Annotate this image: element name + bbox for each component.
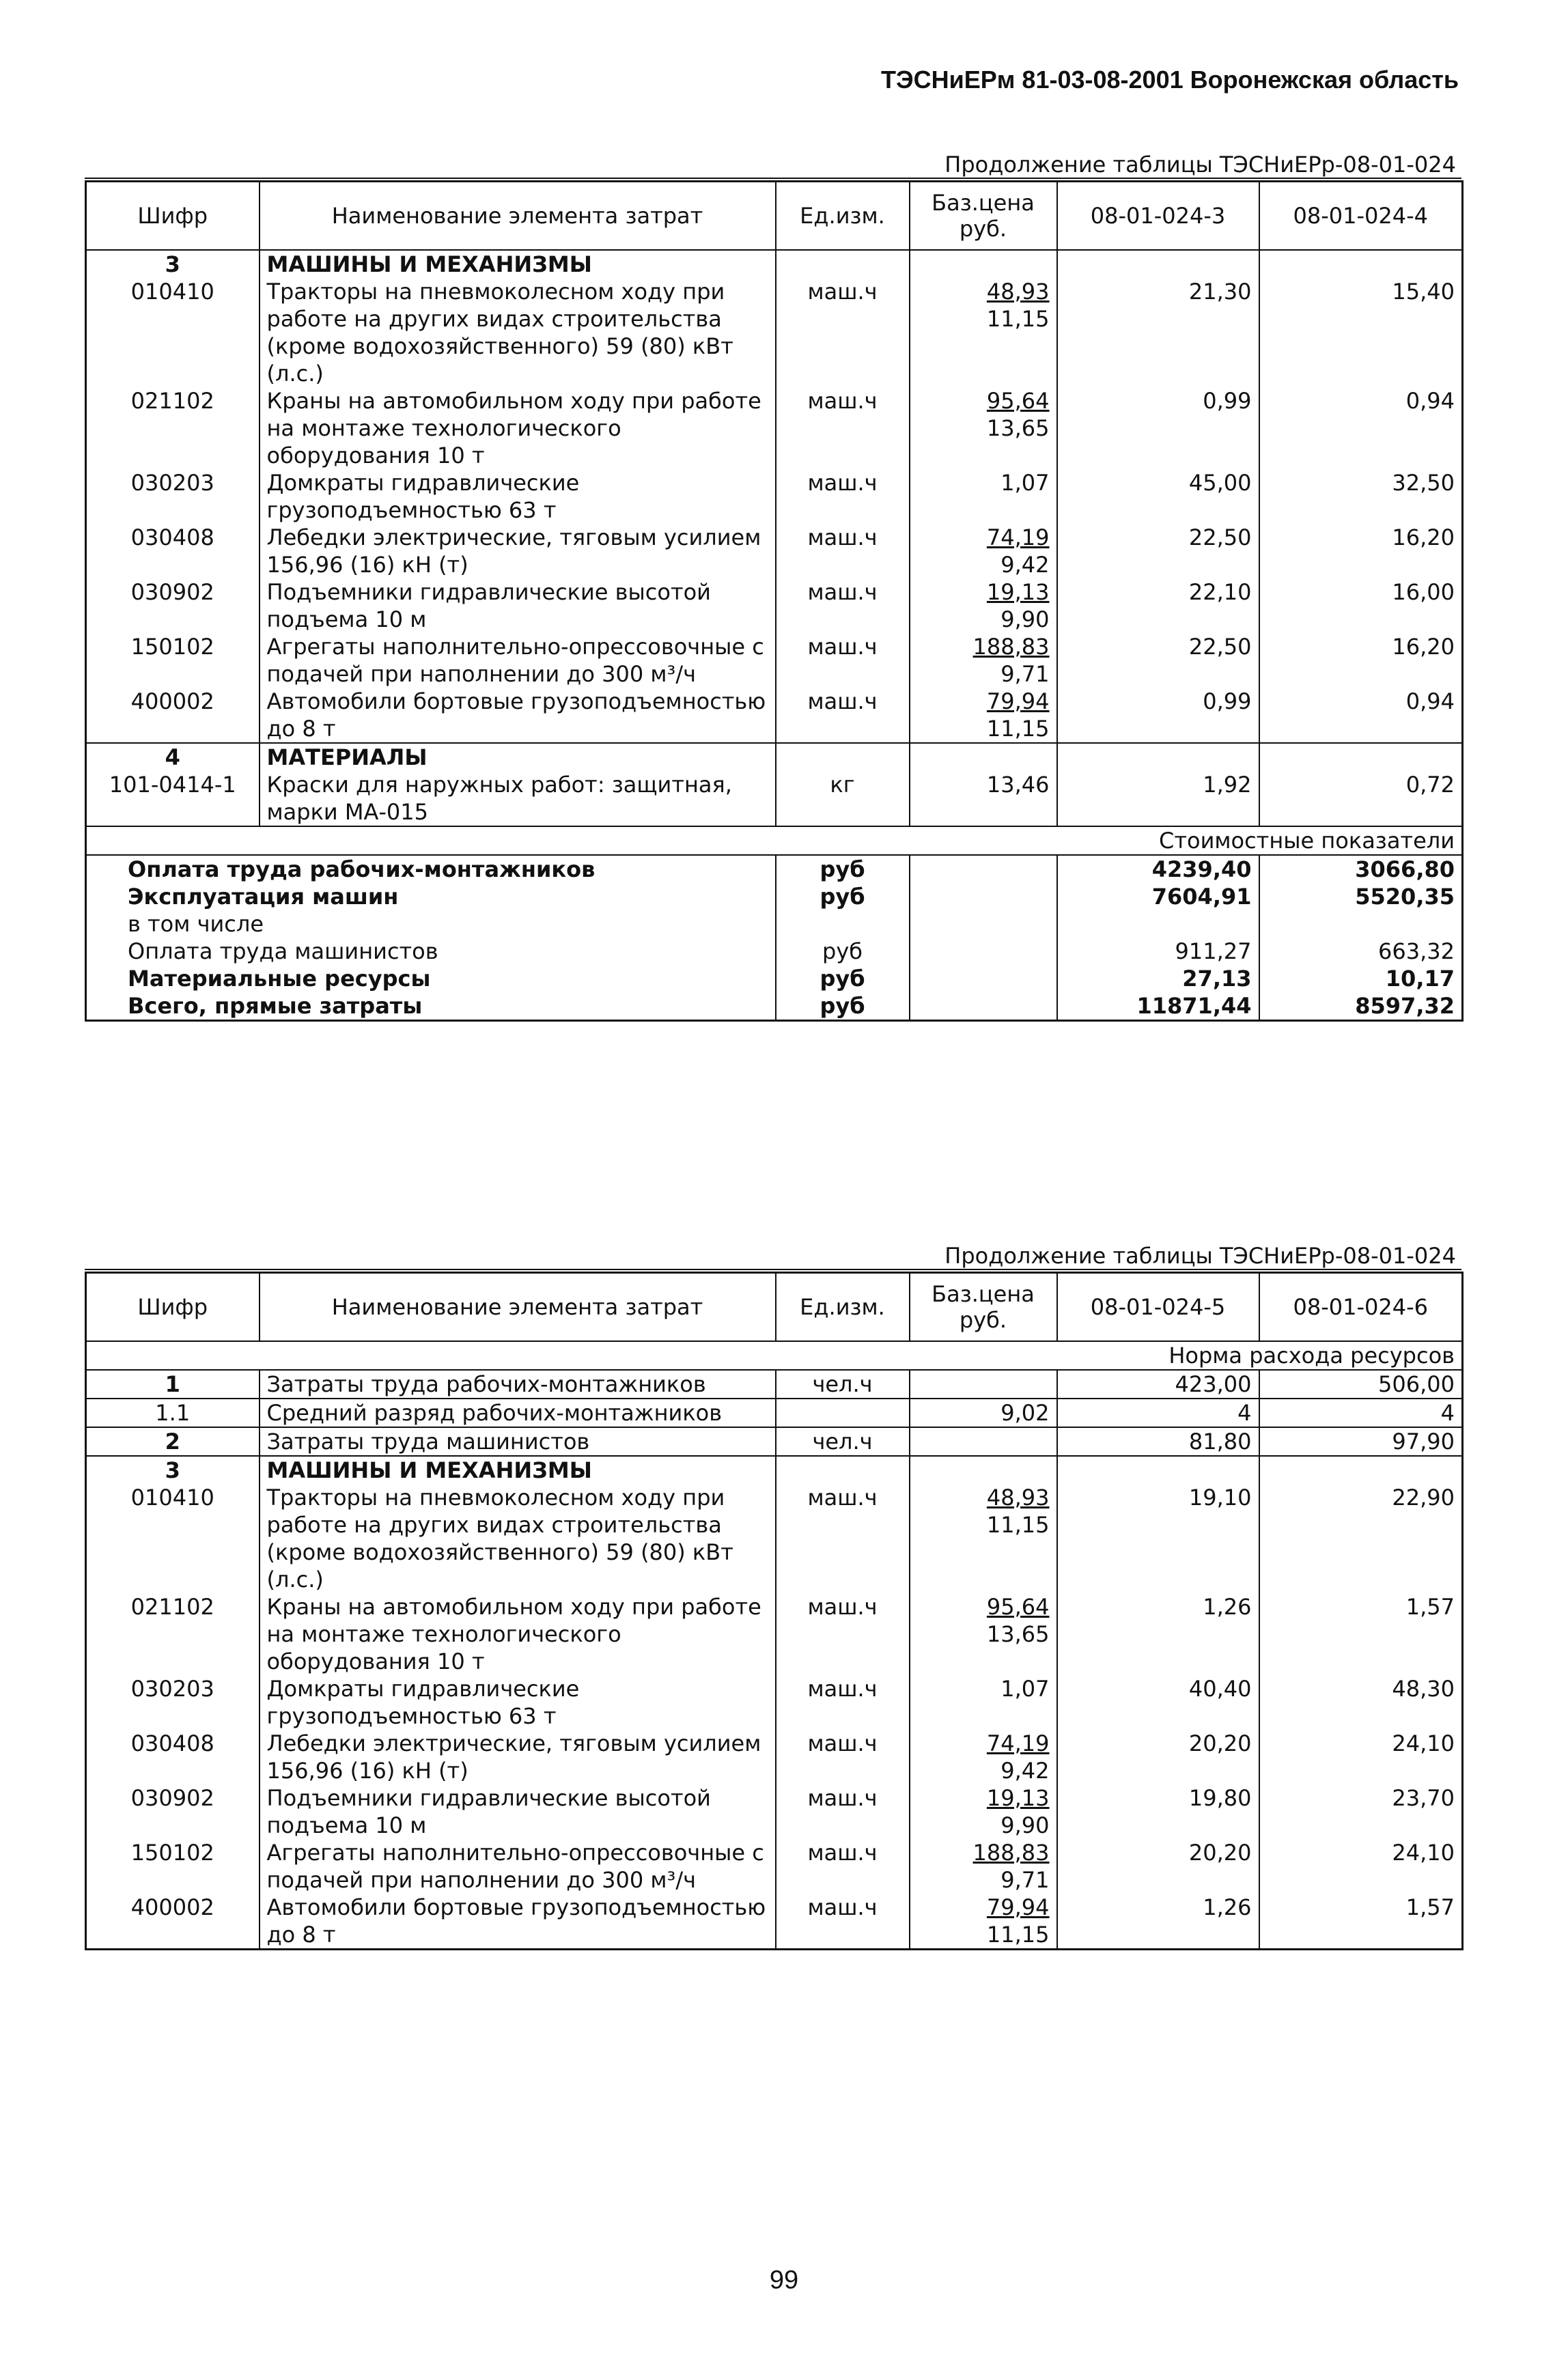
resource-code: 030408 bbox=[130, 1730, 214, 1756]
empty-cell bbox=[1057, 743, 1259, 771]
summary-name: Материальные ресурсы bbox=[128, 966, 431, 992]
norm-value: 22,50 bbox=[1057, 524, 1259, 578]
resource-name: Затраты труда машинистов bbox=[260, 1427, 776, 1456]
indicator-label: Стоимостные показатели bbox=[1159, 828, 1455, 854]
price-cell bbox=[910, 524, 1057, 578]
summary-value: 663,32 bbox=[1259, 938, 1463, 965]
price-value: 13,46 bbox=[910, 771, 1057, 826]
empty-cell bbox=[910, 965, 1057, 992]
column-header-unit: Ед.изм. bbox=[776, 182, 910, 251]
resource-unit: маш.ч bbox=[776, 1730, 910, 1784]
summary-unit: руб bbox=[776, 965, 910, 992]
resource-name: Лебедки электрические, тяговым усилием 156,96 (16) кН (т) bbox=[260, 1730, 776, 1784]
norm-value: 1,26 bbox=[1057, 1894, 1259, 1950]
price-value: 1,07 bbox=[1000, 1676, 1050, 1702]
price-cell bbox=[910, 278, 1057, 387]
summary-value bbox=[1259, 910, 1463, 938]
section-row bbox=[86, 743, 1463, 771]
column-header-norm-3: 08-01-024-3 bbox=[1057, 182, 1259, 251]
price-value: 48,93 bbox=[986, 279, 1050, 305]
price-cell bbox=[910, 633, 1057, 688]
column-header-name: Наименование элемента затрат bbox=[260, 1273, 776, 1342]
price-value: 19,13 bbox=[986, 579, 1050, 605]
column-header-price: Баз.цена руб. bbox=[910, 182, 1057, 251]
empty-cell bbox=[776, 1456, 910, 1484]
resource-code: 1.1 bbox=[155, 1400, 191, 1426]
summary-unit: руб bbox=[776, 992, 910, 1021]
resource-name: Автомобили бортовые грузоподъемностью до 8 т bbox=[260, 688, 776, 743]
label-row bbox=[86, 1341, 1463, 1370]
resource-name: Тракторы на пневмоколесном ходу при работе на других видах строительства (кроме водохозяйственного) 59 (80) кВт (л.с.) bbox=[260, 1484, 776, 1593]
norm-value: 16,00 bbox=[1259, 578, 1463, 633]
summary-value: 4239,40 bbox=[1057, 855, 1259, 883]
summary-name: Оплата труда рабочих-монтажников bbox=[128, 856, 596, 882]
price-labor-value: 9,90 bbox=[1000, 1812, 1050, 1838]
price-value bbox=[910, 1427, 1057, 1456]
resource-name: Тракторы на пневмоколесном ходу при работе на других видах строительства (кроме водохозяйственного) 59 (80) кВт (л.с.) bbox=[260, 278, 776, 387]
section-title: МАШИНЫ И МЕХАНИЗМЫ bbox=[260, 1456, 776, 1484]
column-header-code: Шифр bbox=[137, 1294, 208, 1320]
summary-unit: руб bbox=[776, 855, 910, 883]
document-header: ТЭСНиЕРм 81-03-08-2001 Воронежская область bbox=[881, 66, 1459, 94]
resource-unit: маш.ч bbox=[776, 469, 910, 524]
summary-row bbox=[86, 938, 1463, 965]
section-row bbox=[86, 1456, 1463, 1484]
table-continuation-label: Продолжение таблицы ТЭСНиЕРр-08-01-024 bbox=[85, 152, 1461, 179]
summary-row bbox=[86, 992, 1463, 1021]
price-value: 79,94 bbox=[986, 688, 1050, 714]
resource-code: 010410 bbox=[130, 1485, 214, 1511]
resource-code: 030203 bbox=[130, 1676, 214, 1702]
resource-name: Домкраты гидравлические грузоподъемностью 63 т bbox=[260, 469, 776, 524]
table-row bbox=[86, 1784, 1463, 1839]
summary-name: Всего, прямые затраты bbox=[128, 993, 423, 1019]
price-value bbox=[910, 1370, 1057, 1399]
empty-cell bbox=[1259, 743, 1463, 771]
price-labor-value: 13,65 bbox=[986, 415, 1050, 441]
column-header-price: Баз.цена руб. bbox=[910, 1273, 1057, 1342]
resource-code: 101-0414-1 bbox=[109, 772, 236, 798]
norm-value: 506,00 bbox=[1259, 1370, 1463, 1399]
norm-value: 4 bbox=[1259, 1399, 1463, 1427]
resource-code: 2 bbox=[165, 1429, 180, 1455]
price-cell bbox=[910, 1484, 1057, 1593]
section-title: МАШИНЫ И МЕХАНИЗМЫ bbox=[260, 250, 776, 278]
page-number: 99 bbox=[769, 2266, 799, 2294]
resource-unit: чел.ч bbox=[776, 1370, 910, 1399]
empty-cell bbox=[776, 250, 910, 278]
resource-code: 400002 bbox=[130, 1894, 214, 1920]
column-header-norm-6: 08-01-024-6 bbox=[1259, 1273, 1463, 1342]
norm-value: 0,94 bbox=[1259, 387, 1463, 469]
table-continuation-label: Продолжение таблицы ТЭСНиЕРр-08-01-024 bbox=[85, 1243, 1461, 1270]
price-cell bbox=[910, 578, 1057, 633]
empty-cell bbox=[910, 855, 1057, 883]
summary-row bbox=[86, 965, 1463, 992]
summary-value: 911,27 bbox=[1057, 938, 1259, 965]
table-row bbox=[86, 1593, 1463, 1675]
resource-name: Краски для наружных работ: защитная, марки МА-015 bbox=[260, 771, 776, 826]
table-row bbox=[86, 1484, 1463, 1593]
price-labor-value: 9,71 bbox=[1000, 1867, 1050, 1893]
column-header-code: Шифр bbox=[137, 203, 208, 229]
table-row bbox=[86, 278, 1463, 387]
summary-value: 11871,44 bbox=[1057, 992, 1259, 1021]
price-cell bbox=[910, 1784, 1057, 1839]
norm-value: 24,10 bbox=[1259, 1839, 1463, 1894]
table-row bbox=[86, 1370, 1463, 1399]
resource-unit: маш.ч bbox=[776, 1484, 910, 1593]
resource-unit: маш.ч bbox=[776, 1839, 910, 1894]
resource-unit: маш.ч bbox=[776, 578, 910, 633]
resource-unit: маш.ч bbox=[776, 1593, 910, 1675]
summary-row bbox=[86, 855, 1463, 883]
empty-cell bbox=[910, 992, 1057, 1021]
resource-code: 150102 bbox=[130, 1840, 214, 1866]
price-cell bbox=[910, 469, 1057, 524]
price-cell bbox=[910, 1730, 1057, 1784]
price-labor-value: 9,42 bbox=[1000, 1758, 1050, 1784]
summary-value: 10,17 bbox=[1259, 965, 1463, 992]
resource-unit: кг bbox=[776, 771, 910, 826]
norm-value: 24,10 bbox=[1259, 1730, 1463, 1784]
empty-cell bbox=[910, 250, 1057, 278]
empty-cell bbox=[910, 743, 1057, 771]
section-title: МАТЕРИАЛЫ bbox=[260, 743, 776, 771]
price-labor-value: 11,15 bbox=[986, 1922, 1050, 1948]
price-labor-value: 13,65 bbox=[986, 1621, 1050, 1647]
empty-cell bbox=[1057, 1456, 1259, 1484]
summary-row bbox=[86, 883, 1463, 910]
summary-value: 27,13 bbox=[1057, 965, 1259, 992]
column-header-norm-4: 08-01-024-4 bbox=[1259, 182, 1463, 251]
table-row bbox=[86, 771, 1463, 826]
resource-code: 1 bbox=[165, 1371, 180, 1397]
price-value: 1,07 bbox=[1000, 470, 1050, 496]
column-header-name: Наименование элемента затрат bbox=[260, 182, 776, 251]
resource-unit: маш.ч bbox=[776, 1784, 910, 1839]
resource-code: 030902 bbox=[130, 579, 214, 605]
resource-code: 010410 bbox=[130, 279, 214, 305]
summary-value: 3066,80 bbox=[1259, 855, 1463, 883]
column-header-unit: Ед.изм. bbox=[776, 1273, 910, 1342]
resource-name: Агрегаты наполнительно-опрессовочные с подачей при наполнении до 300 м³/ч bbox=[260, 1839, 776, 1894]
table-row bbox=[86, 387, 1463, 469]
resource-code: 030902 bbox=[130, 1785, 214, 1811]
norm-value: 45,00 bbox=[1057, 469, 1259, 524]
price-value: 95,64 bbox=[986, 388, 1050, 414]
norm-value: 40,40 bbox=[1057, 1675, 1259, 1730]
resource-unit: маш.ч bbox=[776, 633, 910, 688]
norm-value: 0,94 bbox=[1259, 688, 1463, 743]
price-value: 79,94 bbox=[986, 1894, 1050, 1920]
price-value: 19,13 bbox=[986, 1785, 1050, 1811]
price-cell bbox=[910, 1675, 1057, 1730]
resource-unit: маш.ч bbox=[776, 524, 910, 578]
norm-value: 1,26 bbox=[1057, 1593, 1259, 1675]
price-labor-value: 11,15 bbox=[986, 306, 1050, 332]
resource-name: Затраты труда рабочих-монтажников bbox=[260, 1370, 776, 1399]
section-code: 4 bbox=[165, 744, 180, 770]
table-row bbox=[86, 524, 1463, 578]
price-labor-value: 9,90 bbox=[1000, 606, 1050, 632]
table-row bbox=[86, 1839, 1463, 1894]
section-code: 3 bbox=[165, 251, 180, 277]
resource-name: Подъемники гидравлические высотой подъема 10 м bbox=[260, 578, 776, 633]
norm-value: 15,40 bbox=[1259, 278, 1463, 387]
norm-value: 81,80 bbox=[1057, 1427, 1259, 1456]
resource-name: Подъемники гидравлические высотой подъема 10 м bbox=[260, 1784, 776, 1839]
norm-value: 20,20 bbox=[1057, 1839, 1259, 1894]
table-row bbox=[86, 633, 1463, 688]
price-labor-value: 11,15 bbox=[986, 1512, 1050, 1538]
price-value: 188,83 bbox=[972, 1840, 1050, 1866]
resource-unit: маш.ч bbox=[776, 387, 910, 469]
summary-value: 5520,35 bbox=[1259, 883, 1463, 910]
table-row bbox=[86, 1675, 1463, 1730]
resource-code: 030408 bbox=[130, 524, 214, 550]
price-value: 74,19 bbox=[986, 1730, 1050, 1756]
summary-row bbox=[86, 910, 1463, 938]
price-cell bbox=[910, 1894, 1057, 1950]
norm-value: 21,30 bbox=[1057, 278, 1259, 387]
resource-unit: чел.ч bbox=[776, 1427, 910, 1456]
price-value: 188,83 bbox=[972, 634, 1050, 660]
price-cell bbox=[910, 1839, 1057, 1894]
resource-unit: маш.ч bbox=[776, 278, 910, 387]
norm-value: 32,50 bbox=[1259, 469, 1463, 524]
resource-name: Краны на автомобильном ходу при работе на монтаже технологического оборудования 10 т bbox=[260, 1593, 776, 1675]
norm-value: 0,99 bbox=[1057, 688, 1259, 743]
norm-value: 1,92 bbox=[1057, 771, 1259, 826]
label-row bbox=[86, 826, 1463, 855]
resource-code: 021102 bbox=[130, 388, 214, 414]
norm-value: 22,90 bbox=[1259, 1484, 1463, 1593]
price-value: 95,64 bbox=[986, 1594, 1050, 1620]
table-row bbox=[86, 1399, 1463, 1427]
resource-code: 030203 bbox=[130, 470, 214, 496]
section-code: 3 bbox=[165, 1457, 180, 1483]
table-row bbox=[86, 688, 1463, 743]
resource-table-1 bbox=[85, 180, 1464, 1022]
norm-value: 22,50 bbox=[1057, 633, 1259, 688]
table-row bbox=[86, 1427, 1463, 1456]
resource-name: Автомобили бортовые грузоподъемностью до 8 т bbox=[260, 1894, 776, 1950]
resource-code: 021102 bbox=[130, 1594, 214, 1620]
table-row bbox=[86, 469, 1463, 524]
price-value: 48,93 bbox=[986, 1485, 1050, 1511]
norm-value: 19,80 bbox=[1057, 1784, 1259, 1839]
resource-name: Домкраты гидравлические грузоподъемностью 63 т bbox=[260, 1675, 776, 1730]
resource-name: Лебедки электрические, тяговым усилием 156,96 (16) кН (т) bbox=[260, 524, 776, 578]
norm-value: 23,70 bbox=[1259, 1784, 1463, 1839]
norm-value: 48,30 bbox=[1259, 1675, 1463, 1730]
summary-unit bbox=[776, 910, 910, 938]
summary-value: 7604,91 bbox=[1057, 883, 1259, 910]
resource-table-2 bbox=[85, 1272, 1464, 1950]
summary-value bbox=[1057, 910, 1259, 938]
empty-cell bbox=[910, 938, 1057, 965]
norm-value: 423,00 bbox=[1057, 1370, 1259, 1399]
norm-value: 16,20 bbox=[1259, 633, 1463, 688]
empty-cell bbox=[1259, 1456, 1463, 1484]
norm-value: 4 bbox=[1057, 1399, 1259, 1427]
summary-unit: руб bbox=[776, 883, 910, 910]
norm-value: 0,72 bbox=[1259, 771, 1463, 826]
price-value: 9,02 bbox=[910, 1399, 1057, 1427]
resource-name: Краны на автомобильном ходу при работе на монтаже технологического оборудования 10 т bbox=[260, 387, 776, 469]
resource-unit: маш.ч bbox=[776, 1675, 910, 1730]
norm-value: 20,20 bbox=[1057, 1730, 1259, 1784]
norm-value: 1,57 bbox=[1259, 1894, 1463, 1950]
summary-unit: руб bbox=[776, 938, 910, 965]
section-row bbox=[86, 250, 1463, 278]
table-row bbox=[86, 578, 1463, 633]
table-row bbox=[86, 1894, 1463, 1950]
table-row bbox=[86, 1730, 1463, 1784]
empty-cell bbox=[910, 1456, 1057, 1484]
norm-value: 19,10 bbox=[1057, 1484, 1259, 1593]
summary-value: 8597,32 bbox=[1259, 992, 1463, 1021]
resource-unit: маш.ч bbox=[776, 688, 910, 743]
empty-cell bbox=[910, 910, 1057, 938]
empty-cell bbox=[776, 743, 910, 771]
resource-unit bbox=[776, 1399, 910, 1427]
price-cell bbox=[910, 688, 1057, 743]
norm-value: 97,90 bbox=[1259, 1427, 1463, 1456]
resource-unit: маш.ч bbox=[776, 1894, 910, 1950]
resource-code: 400002 bbox=[130, 688, 214, 714]
column-header-norm-5: 08-01-024-5 bbox=[1057, 1273, 1259, 1342]
price-labor-value: 11,15 bbox=[986, 716, 1050, 742]
indicator-label: Норма расхода ресурсов bbox=[1168, 1343, 1455, 1369]
summary-name: в том числе bbox=[128, 911, 264, 937]
empty-cell bbox=[1057, 250, 1259, 278]
norm-value: 16,20 bbox=[1259, 524, 1463, 578]
empty-cell bbox=[910, 883, 1057, 910]
norm-value: 0,99 bbox=[1057, 387, 1259, 469]
price-cell bbox=[910, 1593, 1057, 1675]
norm-value: 1,57 bbox=[1259, 1593, 1463, 1675]
summary-name: Оплата труда машинистов bbox=[128, 938, 438, 964]
price-labor-value: 9,71 bbox=[1000, 661, 1050, 687]
price-value: 74,19 bbox=[986, 524, 1050, 550]
norm-value: 22,10 bbox=[1057, 578, 1259, 633]
empty-cell bbox=[1259, 250, 1463, 278]
price-cell bbox=[910, 387, 1057, 469]
resource-name: Агрегаты наполнительно-опрессовочные с подачей при наполнении до 300 м³/ч bbox=[260, 633, 776, 688]
resource-name: Средний разряд рабочих-монтажников bbox=[260, 1399, 776, 1427]
price-labor-value: 9,42 bbox=[1000, 552, 1050, 578]
summary-name: Эксплуатация машин bbox=[128, 884, 399, 910]
resource-code: 150102 bbox=[130, 634, 214, 660]
